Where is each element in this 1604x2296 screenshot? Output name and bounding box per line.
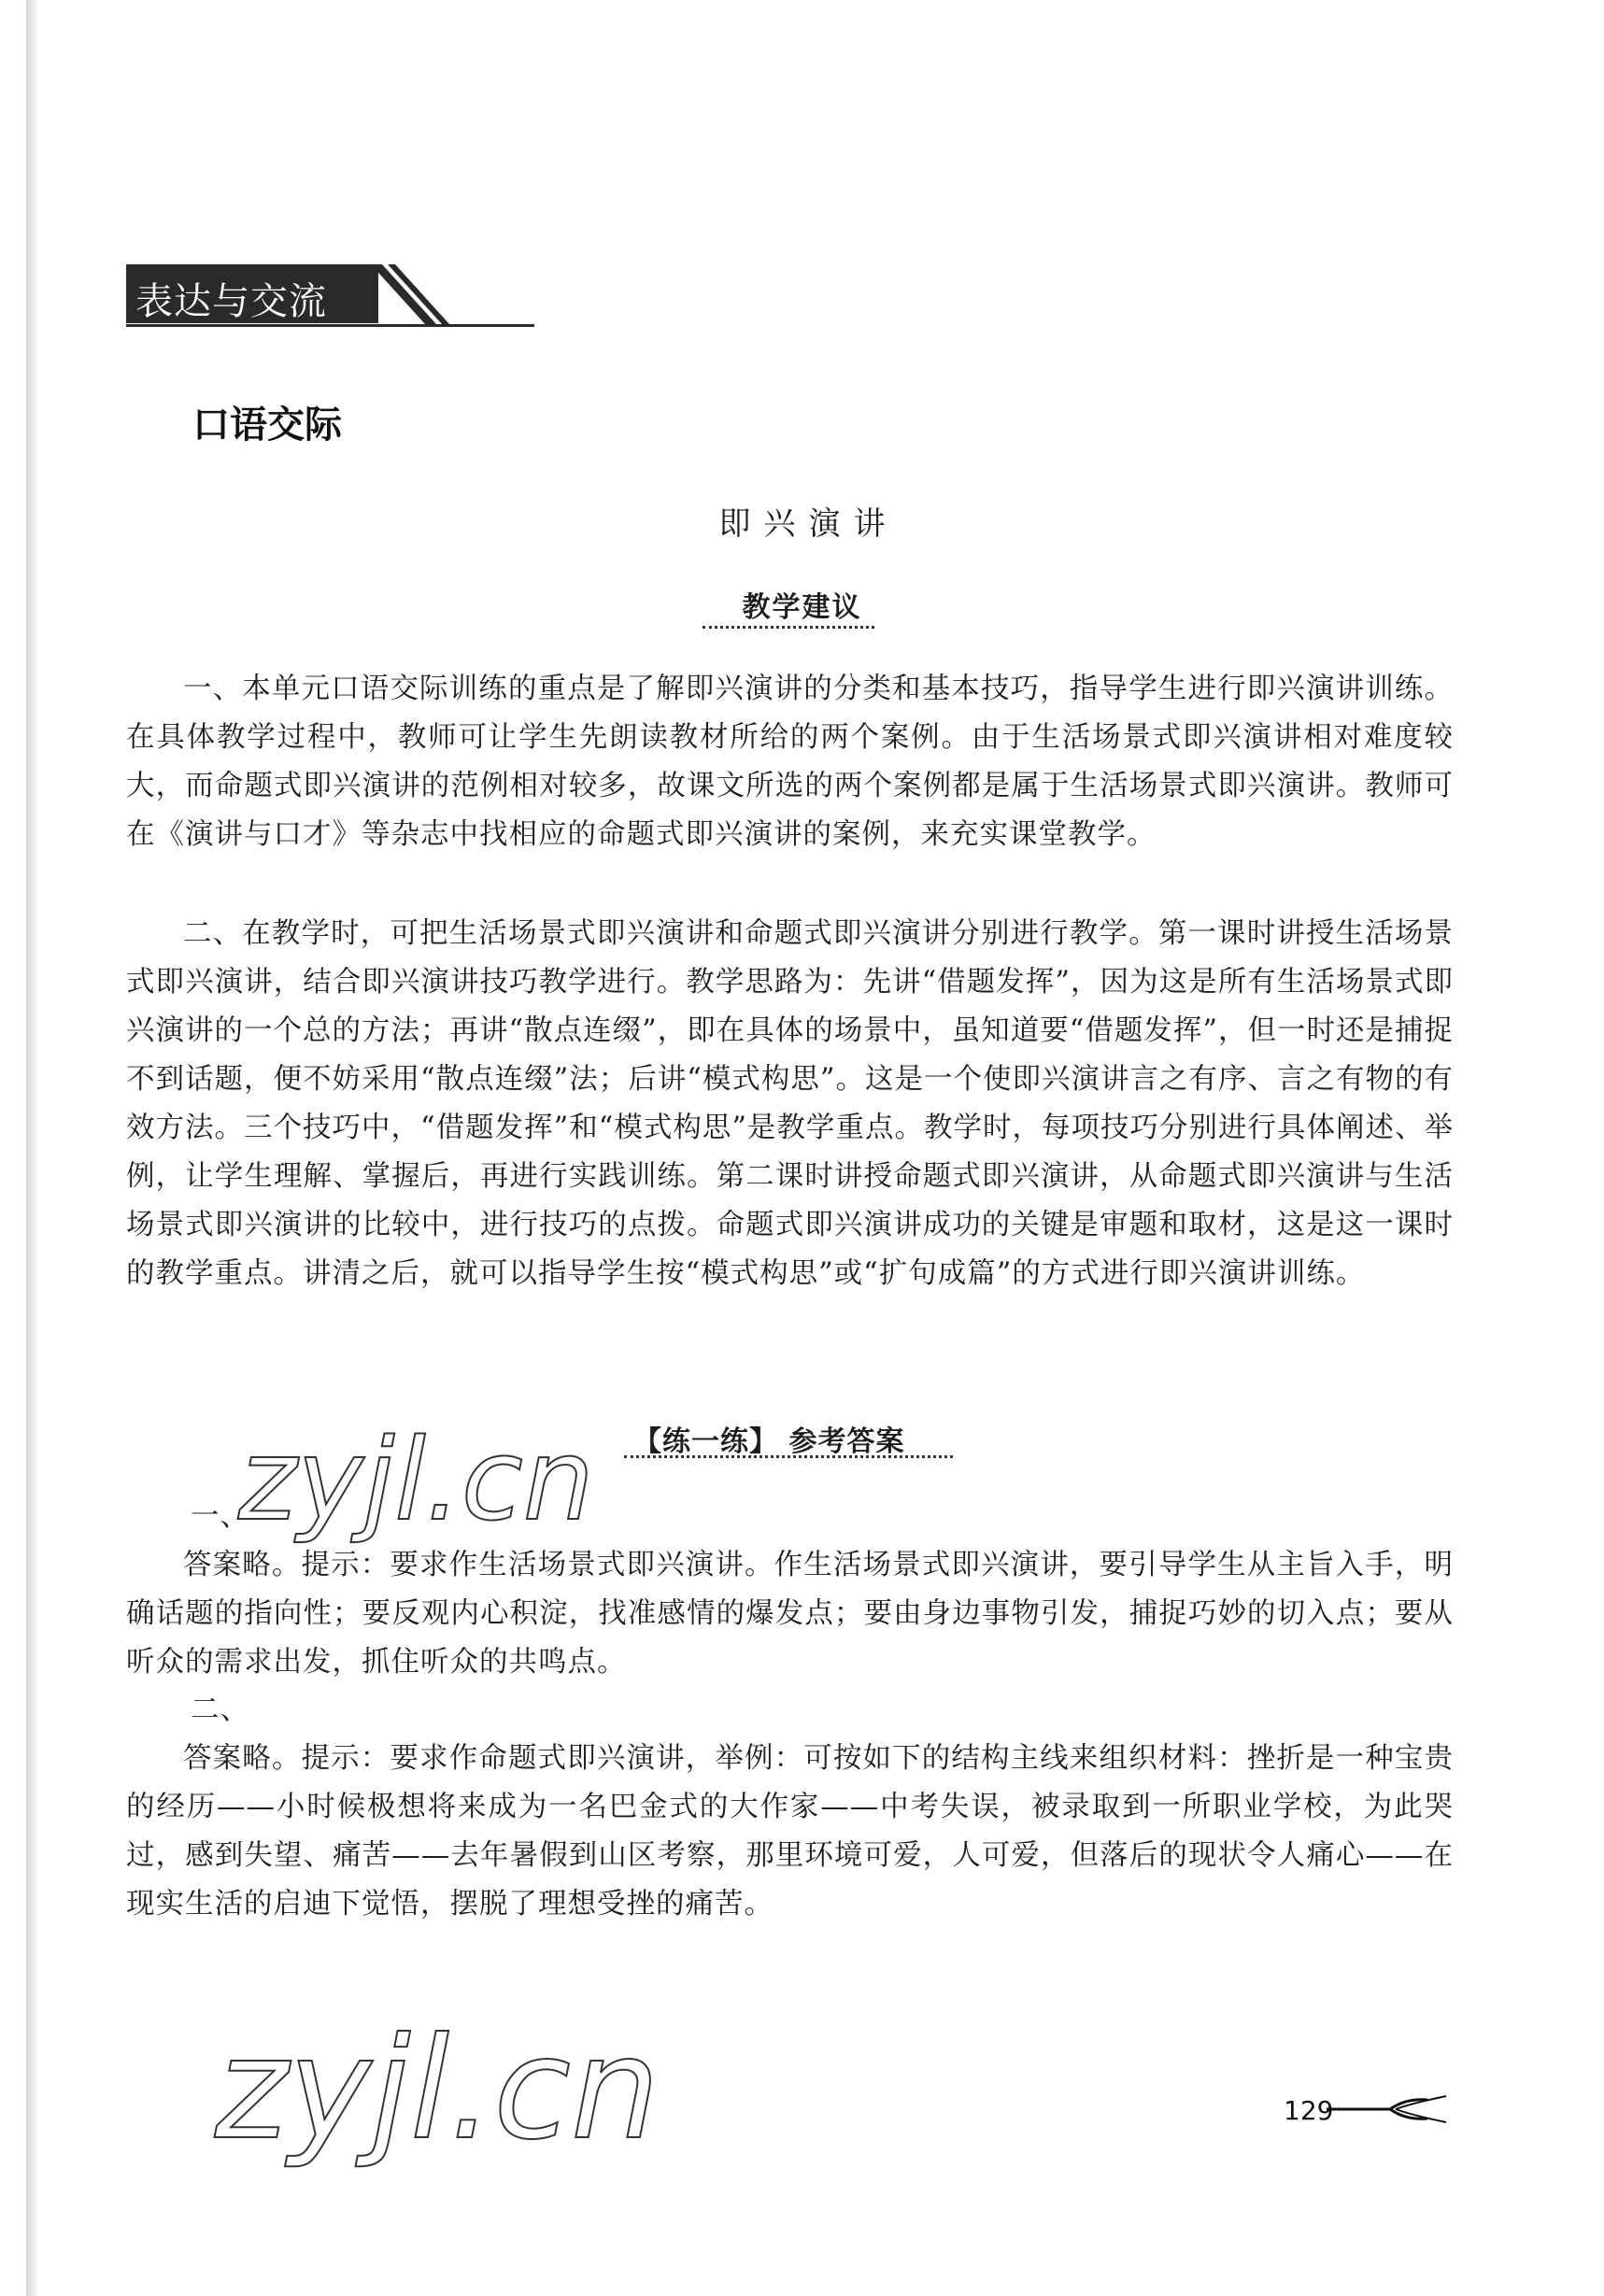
page-number-ornament-icon — [1327, 2090, 1457, 2128]
section-header-bar — [126, 264, 378, 323]
dotted-underline — [624, 1455, 953, 1458]
section-header — [126, 264, 534, 330]
paragraph-2: 二、在教学时，可把生活场景式即兴演讲和命题式即兴演讲分别进行教学。第一课时讲授生活场景式即兴演讲，结合即兴演讲技巧教学进行。教学思路为：先讲“借题发挥”，因为这是所有生活场景式即兴演讲的一个总的方法；再讲“散点连缀”，即在具体的场景中，虽知道要“借题发挥”，但一时还是捕捉不到话题，便不妨采用“散点连缀”法；后讲“模式构思”。这是一个使即兴演讲言之有序、言之有物的有效方法。三个技巧中，“借题发挥”和“模式构思”是教学重点。教学时，每项技巧分别进行具体阐述、举例，让学生理解、掌握后，再进行实践训练。第二课时讲授命题式即兴演讲，从命题式即兴演讲与生活场景式即兴演讲的比较中，进行技巧的点拨。命题式即兴演讲成功的关键是审题和取材，这是这一课时的教学重点。讲清之后，就可以指导学生按“模式构思”或“扩句成篇”的方式进行即兴演讲训练。 — [126, 917, 1454, 1290]
exercise-answers-heading: 【练一练】 参考答案 — [633, 1425, 905, 1458]
heading: 口语交际 — [192, 404, 342, 446]
answer-1-label: 一、 — [191, 1500, 249, 1533]
paragraph-1: 一、本单元口语交际训练的重点是了解即兴演讲的分类和基本技巧，指导学生进行即兴演讲训练。在具体教学过程中，教师可让学生先朗读教材所给的两个案例。由于生活场景式即兴演讲相对难度较大，而命题式即兴演讲的范例相对较多，故课文所选的两个案例都是属于生活场景式即兴演讲。教师可在《演讲与口才》等杂志中找相应的命题式即兴演讲的案例，来充实课堂教学。 — [126, 673, 1454, 851]
watermark: zyjl.cn — [238, 1416, 594, 1546]
answer-2-label: 二、 — [191, 1694, 249, 1726]
lesson-title: 即兴演讲 — [718, 505, 899, 543]
page-number: 129 — [1284, 2095, 1334, 2126]
teaching-suggestions-heading: 教学建议 — [742, 591, 862, 624]
section-label: 表达与交流 — [135, 280, 327, 323]
answer-2-text: 答案略。提示：要求作命题式即兴演讲，举例：可按如下的结构主线来组织材料：挫折是一种宝贵的经历——小时候极想将来成为一名巴金式的大作家——中考失误，被录取到一所职业学校，为此哭过，感到失望、痛苦——去年暑假到山区考察，那里环境可爱，人可爱，但落后的现状令人痛心——在现实生活的启迪下觉悟，摆脱了理想受挫的痛苦。 — [126, 1742, 1454, 1920]
dotted-underline — [703, 626, 874, 629]
watermark: zyjl.cn — [215, 2008, 660, 2171]
section-header-slash-decoration — [371, 264, 455, 328]
section-header-underline — [126, 324, 534, 327]
page-spine-shadow — [26, 0, 39, 2296]
answer-1-text: 答案略。提示：要求作生活场景式即兴演讲。作生活场景式即兴演讲，要引导学生从主旨入手，明确话题的指向性；要反观内心积淀，找准感情的爆发点；要由身边事物引发，捕捉巧妙的切入点；要从听众的需求出发，抓住听众的共鸣点。 — [126, 1549, 1454, 1679]
